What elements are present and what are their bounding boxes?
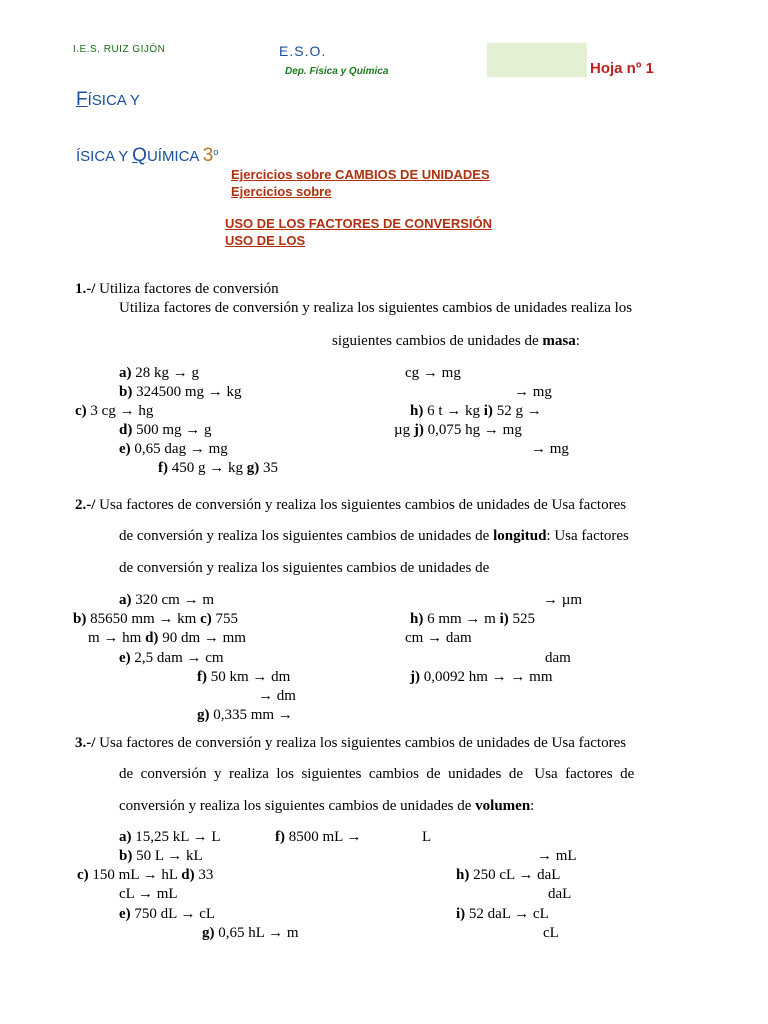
ex3-item-c (77, 867, 213, 884)
heading-cambios[interactable]: Ejercicios sobre CAMBIOS DE UNIDADES (231, 167, 490, 182)
ex1-number: 1.-/ (75, 281, 96, 297)
title-line-1 (76, 89, 140, 111)
ex3-number: 3.-/ (75, 735, 96, 751)
item-text: 6 mm → m (423, 611, 500, 627)
ex2-item-cont3: dam (545, 650, 571, 666)
ex3-item-cont1: L (422, 829, 432, 845)
item-text: 85650 mm → km (86, 611, 201, 627)
ex3-item-cont3: cL → mL (119, 886, 178, 902)
ex3-item-cont4: daL (548, 886, 572, 902)
eso-label: E.S.O. (279, 43, 327, 59)
item-label: b) (73, 611, 87, 627)
item-text: 320 cm → m (131, 592, 214, 608)
item-label: c) (77, 867, 89, 883)
item-label: a) (119, 365, 132, 381)
ex2-line2-text: de conversión y realiza los siguientes cambios de unidades de (119, 528, 494, 544)
item-text: 0,65 hL → m (214, 925, 299, 941)
item-text: 52 g → (492, 403, 542, 419)
item-label: g) (202, 925, 215, 941)
item-text: 50 L → kL (132, 848, 203, 864)
ex3-line2: de conversión y realiza los siguientes cambios de unidades de Usa factores de (119, 766, 635, 782)
ex2-line2-rest: : Usa factores (546, 528, 629, 544)
title-initial: F (76, 89, 88, 110)
item-label: g) (246, 460, 260, 476)
title2-b: UÍMICA (146, 148, 203, 165)
ex2-item-a (119, 592, 214, 609)
ex1-item-cont1: cg → mg (405, 365, 461, 381)
heading-uso[interactable]: USO DE LOS (225, 233, 306, 248)
heading-ejercicios[interactable]: Ejercicios sobre (231, 184, 332, 199)
item-label: j) (410, 669, 420, 685)
ex1-intro (75, 281, 279, 298)
ex3-line3 (119, 798, 534, 815)
ex2-item-h (410, 611, 535, 628)
item-text: 250 cL → daL (469, 867, 561, 883)
item-text: µg (394, 422, 414, 438)
ex3-line1 (75, 735, 626, 752)
ex3-line3-text: conversión y realiza los siguientes cambios de unidades de (119, 798, 476, 814)
item-text: 2,5 dam → cm (130, 650, 224, 666)
ex1-item-cont3: → mg (531, 441, 569, 457)
ex3-item-a (119, 829, 221, 846)
item-label: e) (119, 650, 131, 666)
item-text: 50 km → dm (207, 669, 291, 685)
ex2-line2 (119, 528, 629, 545)
ex2-item-cont1: → µm (543, 592, 583, 608)
ex1-item-a (119, 365, 199, 382)
ex2-line1 (75, 497, 626, 514)
item-text: 15,25 kL → L (131, 829, 221, 845)
ex3-line1-text: Usa factores de conversión y realiza los siguientes cambios de unidades de Usa factores (95, 735, 627, 751)
ex3-item-h (456, 867, 560, 884)
ex3-item-f (275, 829, 362, 846)
item-label: b) (119, 384, 133, 400)
item-text: 0,335 mm → (209, 707, 293, 723)
item-text: 450 g → kg (168, 460, 247, 476)
item-label: c) (75, 403, 87, 419)
item-label: h) (456, 867, 470, 883)
item-label: a) (119, 592, 132, 608)
department-label: Dep. Física y Química (285, 66, 389, 77)
ex1-item-f (158, 460, 278, 477)
ex3-item-e (119, 906, 215, 923)
ex2-item-cont4: → dm (258, 688, 296, 704)
sheet-number: Hoja nº 1 (590, 60, 654, 77)
item-text: 0,075 hg → mg (423, 422, 522, 438)
item-text: 35 (259, 460, 278, 476)
ex2-number: 2.-/ (75, 497, 96, 513)
item-text: m → hm (88, 630, 146, 646)
title-line-2 (76, 145, 218, 167)
item-label: d) (145, 630, 159, 646)
ex3-item-b (119, 848, 203, 865)
title2-num: 3 (202, 145, 214, 166)
item-label: f) (158, 460, 168, 476)
ex2-item-e (119, 650, 224, 667)
ex2-unit: longitud (493, 528, 547, 544)
ex2-item-j (410, 669, 553, 686)
item-text: 525 (508, 611, 536, 627)
item-label: i) (499, 611, 509, 627)
item-label: c) (200, 611, 212, 627)
heading-factores[interactable]: USO DE LOS FACTORES DE CONVERSIÓN (225, 216, 493, 231)
ex2-item-d (88, 630, 246, 647)
item-text: 750 dL → cL (130, 906, 216, 922)
ex2-item-g (197, 707, 293, 724)
ex1-line1: Utiliza factores de conversión y realiza los siguientes cambios de unidades realiza los (119, 300, 633, 316)
ex1-item-e (119, 441, 228, 458)
school-name: I.E.S. RUIZ GIJÓN (73, 44, 166, 55)
item-text: 0,65 dag → mg (130, 441, 228, 457)
title-rest: ÍSICA Y (87, 92, 140, 109)
item-label: h) (410, 611, 424, 627)
ex1-unit: masa (542, 333, 576, 349)
item-label: f) (197, 669, 207, 685)
item-text: 755 (211, 611, 239, 627)
item-label: d) (181, 867, 195, 883)
ex2-item-cont2: cm → dam (405, 630, 472, 646)
ex1-line2 (332, 333, 580, 350)
item-text: 33 (194, 867, 214, 883)
item-text: 324500 mg → kg (132, 384, 242, 400)
title2-sup: o (213, 147, 219, 157)
title2-a: ÍSICA Y (76, 148, 133, 165)
ex1-item-cont2: → mg (514, 384, 552, 400)
ex2-item-f (197, 669, 290, 686)
ex1-item-c (75, 403, 153, 420)
ex1-item-j (394, 422, 522, 439)
item-text: 6 t → kg (423, 403, 484, 419)
ex1-item-d (119, 422, 212, 439)
ex3-unit: volumen (475, 798, 531, 814)
item-label: e) (119, 441, 131, 457)
title2-q: Q (132, 145, 147, 166)
item-label: b) (119, 848, 133, 864)
item-text: 52 daL → cL (465, 906, 549, 922)
ex2-line1-text: Usa factores de conversión y realiza los siguientes cambios de unidades de Usa factores (95, 497, 627, 513)
item-text: 0,0092 hm → → mm (420, 669, 553, 685)
item-label: e) (119, 906, 131, 922)
ex1-item-b (119, 384, 242, 401)
ex2-item-b (73, 611, 238, 628)
item-text: 3 cg → hg (86, 403, 154, 419)
ex2-line3: de conversión y realiza los siguientes cambios de unidades de (119, 560, 490, 576)
ex3-colon: : (530, 798, 535, 814)
item-text: 28 kg → g (131, 365, 199, 381)
ex3-item-g (202, 925, 299, 942)
item-text: 150 mL → hL (88, 867, 182, 883)
item-label: j) (413, 422, 424, 438)
item-label: a) (119, 829, 132, 845)
ex3-item-cont5: cL (543, 925, 559, 941)
ex1-intro-text: Utiliza factores de conversión (95, 281, 279, 297)
item-label: g) (197, 707, 210, 723)
item-label: f) (275, 829, 285, 845)
item-label: h) (410, 403, 424, 419)
ex3-item-cont2: → mL (537, 848, 577, 864)
item-text: 90 dm → mm (158, 630, 246, 646)
ex1-colon: : (575, 333, 580, 349)
ex1-item-h (410, 403, 542, 420)
ex3-item-i (456, 906, 549, 923)
item-text: 500 mg → g (132, 422, 212, 438)
ex1-line2-text: siguientes cambios de unidades de (332, 333, 543, 349)
item-label: i) (456, 906, 466, 922)
header-green-box (487, 43, 587, 77)
item-text: 8500 mL → (285, 829, 362, 845)
item-label: i) (483, 403, 493, 419)
item-label: d) (119, 422, 133, 438)
